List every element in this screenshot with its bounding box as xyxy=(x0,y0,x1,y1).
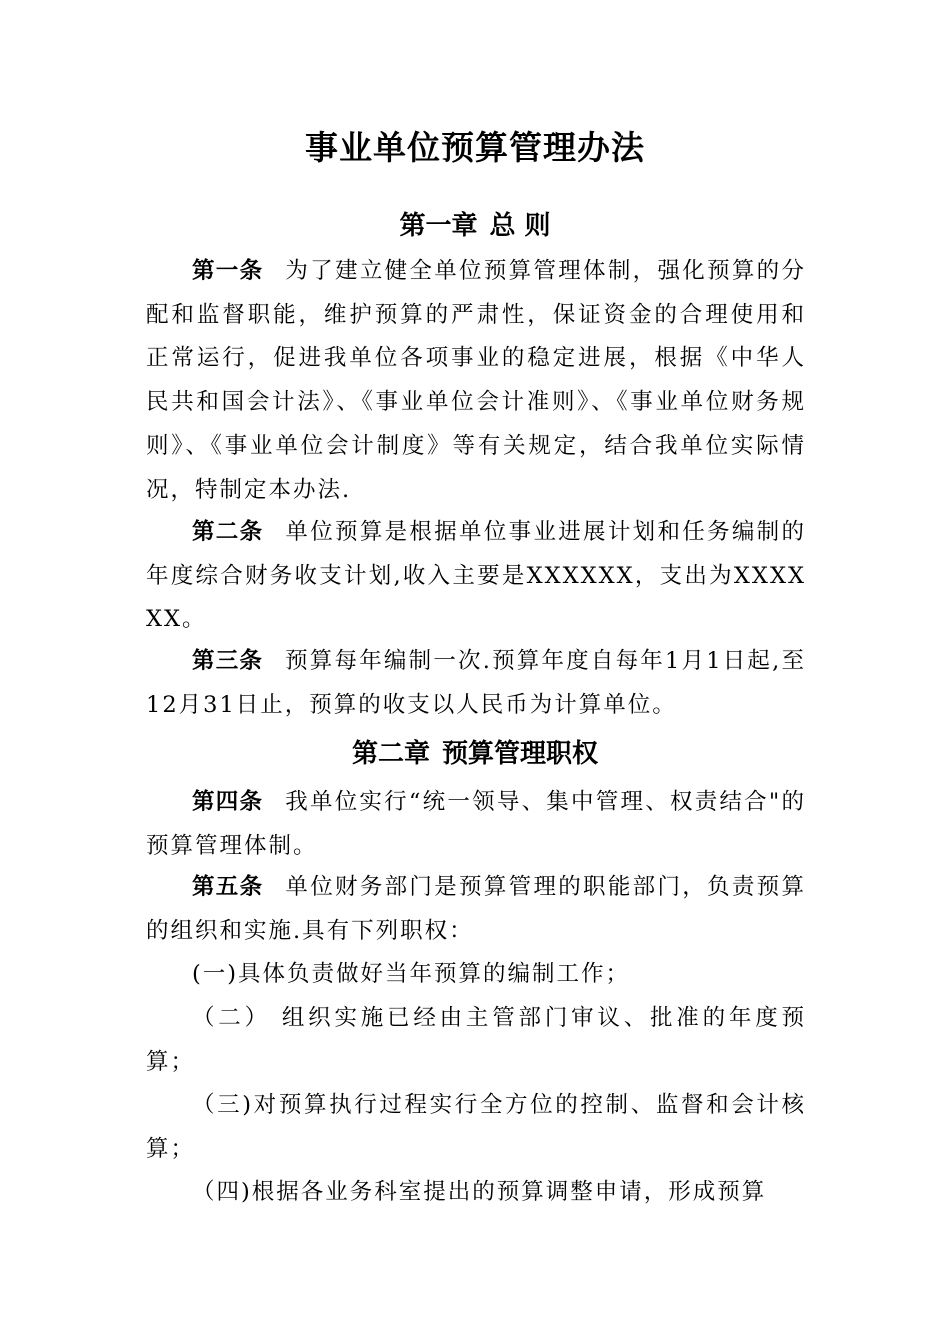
article-text: 我单位实行“统一领导、集中管理、权责结合"的预算管理体制。 xyxy=(146,789,806,859)
article-text: 为了建立健全单位预算管理体制，强化预算的分配和监督职能，维护预算的严肃性，保证资金的合理使用和正常运行，促进我单位各项事业的稳定进展，根据《中华人民共和国会计法》、《事业单位会计准则》、《事业单位财务规则》、《事业单位会计制度》等有关规定，结合我单位实际情况，特制定本办法. xyxy=(146,258,806,503)
article-2 xyxy=(146,511,806,642)
chapter-number: 第二章 xyxy=(351,739,430,769)
article-5 xyxy=(146,866,806,953)
list-item: （三)对预算执行过程实行全方位的控制、监督和会计核算； xyxy=(146,1092,806,1162)
article-label: 第五条 xyxy=(192,874,264,900)
article-3 xyxy=(146,640,806,727)
list-item: （四)根据各业务科室提出的预算调整申请，形成预算 xyxy=(192,1179,767,1205)
article-label: 第三条 xyxy=(192,648,264,674)
article-4 xyxy=(146,781,806,868)
article-text: 单位预算是根据单位事业进展计划和任务编制的年度综合财务收支计划,收入主要是XXXXXX，支出为XXXXXX。 xyxy=(146,519,806,633)
chapter-heading-2 xyxy=(0,734,950,774)
chapter-title: 预算管理职权 xyxy=(442,739,599,769)
chapter-heading-1 xyxy=(0,206,950,246)
article-text: 预算每年编制一次.预算年度自每年1月1日起,至12月31日止，预算的收支以人民币为计算单位。 xyxy=(146,648,806,718)
article-label: 第二条 xyxy=(192,519,264,545)
chapter-title: 总 则 xyxy=(489,211,551,241)
chapter-number: 第一章 xyxy=(399,211,478,241)
list-item: (一)具体负责做好当年预算的编制工作； xyxy=(192,961,631,987)
article-label: 第四条 xyxy=(192,789,264,815)
article-label: 第一条 xyxy=(192,258,264,284)
article-text: 单位财务部门是预算管理的职能部门，负责预算的组织和实施.具有下列职权： xyxy=(146,874,806,944)
list-item: （二） 组织实施已经由主管部门审议、批准的年度预算； xyxy=(146,1005,806,1075)
article-1 xyxy=(146,250,806,512)
document-title: 事业单位预算管理办法 xyxy=(305,128,645,167)
